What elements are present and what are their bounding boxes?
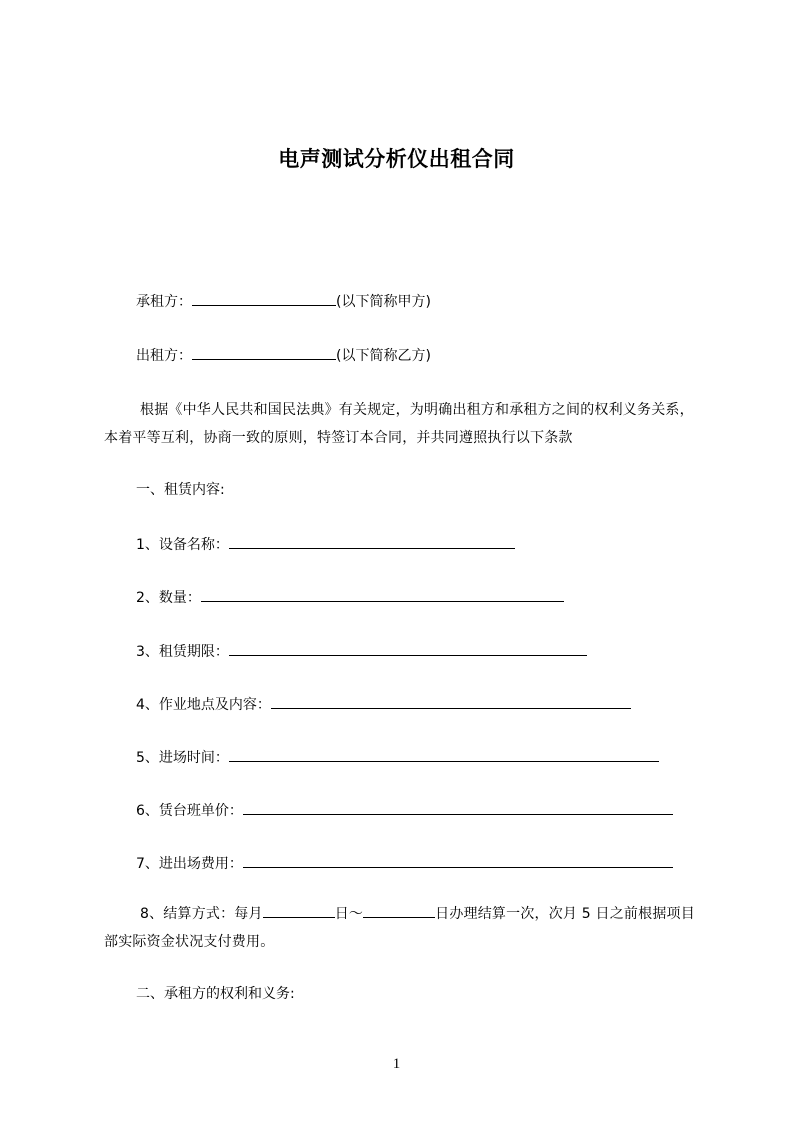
lessor-label: 出租方：: [136, 348, 192, 364]
item-unit-price: [136, 799, 673, 819]
lessee-suffix: (以下简称甲方): [336, 294, 431, 310]
item-work-location: [136, 693, 631, 713]
lessee-blank[interactable]: [192, 290, 336, 306]
lessee-label: 承租方：: [136, 294, 192, 310]
settlement-start-day-blank[interactable]: [263, 902, 335, 918]
settlement-prefix: 8、结算方式：每月: [140, 906, 263, 922]
settlement-mid: 日～: [334, 906, 364, 922]
item-label: 7、进出场费用：: [136, 856, 243, 872]
work-location-blank[interactable]: [271, 693, 631, 709]
section-1-heading: 一、租赁内容:: [136, 482, 225, 498]
item-equipment-name: [136, 533, 515, 553]
item-label: 2、数量：: [136, 590, 201, 606]
item-label: 1、设备名称：: [136, 537, 229, 553]
item-label: 6、赁台班单价：: [136, 803, 243, 819]
lease-term-blank[interactable]: [229, 640, 587, 656]
item-label: 4、作业地点及内容：: [136, 697, 271, 713]
settlement-suffix: 日办理结算一次，次月 5 日之前根据项目部实际资金状况支付费用。: [104, 906, 695, 950]
lessor-line: [136, 344, 431, 364]
item-entry-exit-fee: [136, 852, 673, 872]
item-label: 3、租赁期限：: [136, 644, 229, 660]
item-label: 5、进场时间：: [136, 750, 229, 766]
lessor-blank[interactable]: [192, 344, 336, 360]
quantity-blank[interactable]: [201, 586, 564, 602]
entry-time-blank[interactable]: [229, 746, 659, 762]
item-lease-term: [136, 640, 587, 660]
document-title: 电声测试分析仪出租合同: [278, 147, 515, 171]
preamble-paragraph: 根据《中华人民共和国民法典》有关规定，为明确出租方和承租方之间的权利义务关系，本着平等互利，协商一致的原则，特签订本合同，并共同遵照执行以下条款: [104, 402, 694, 446]
entry-exit-fee-blank[interactable]: [243, 852, 673, 868]
settlement-paragraph: [104, 900, 704, 956]
item-entry-time: [136, 746, 659, 766]
lessor-suffix: (以下简称乙方): [336, 348, 431, 364]
settlement-end-day-blank[interactable]: [363, 902, 435, 918]
item-quantity: [136, 586, 564, 606]
lessee-line: [136, 290, 431, 310]
unit-price-blank[interactable]: [243, 799, 673, 815]
page-number: 1: [392, 1056, 401, 1072]
equipment-name-blank[interactable]: [229, 533, 515, 549]
section-2-heading: 二、承租方的权利和义务:: [136, 986, 295, 1002]
